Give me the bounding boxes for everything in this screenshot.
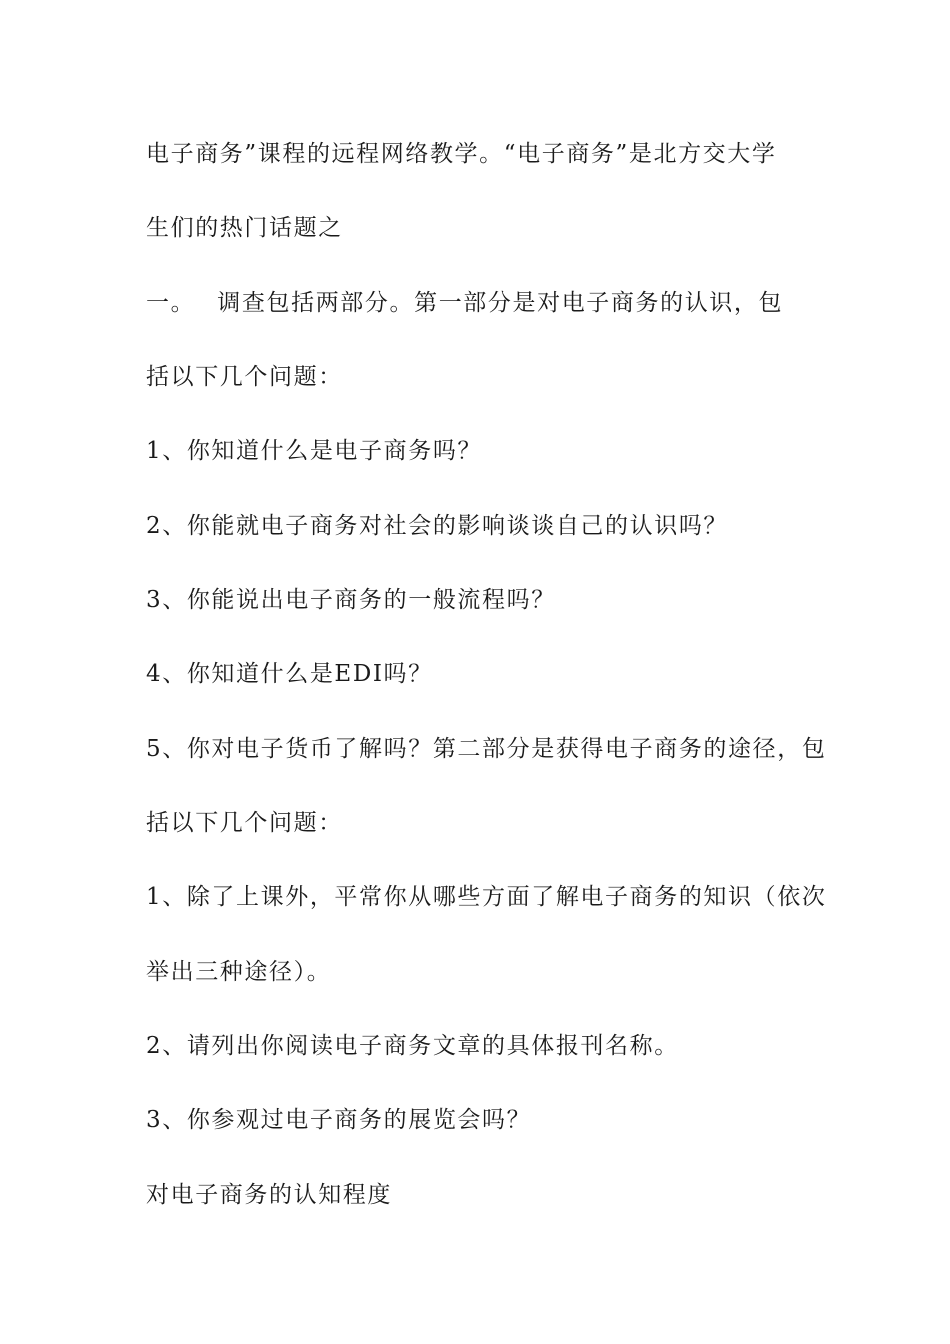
text-line: 一。 调查包括两部分。第一部分是对电子商务的认识，包: [146, 290, 784, 316]
text-line: 括以下几个问题：: [146, 810, 343, 836]
text-line: 1、除了上课外，平常你从哪些方面了解电子商务的知识（依次: [146, 884, 827, 910]
text-line: 括以下几个问题：: [146, 364, 343, 390]
text-line: 2、你能就电子商务对社会的影响谈谈自己的认识吗？: [146, 513, 729, 539]
text-line: 对电子商务的认知程度: [146, 1182, 392, 1208]
text-line: 举出三种途径）。: [146, 959, 332, 985]
text-line: 生们的热门话题之: [146, 215, 343, 241]
text-line: 电子商务”课程的远程网络教学。“电子商务”是北方交大学: [146, 141, 777, 167]
text-line: 3、你能说出电子商务的一般流程吗？: [146, 587, 556, 613]
text-line: 5、你对电子货币了解吗？第二部分是获得电子商务的途径，包: [146, 736, 827, 762]
text-line: 1、你知道什么是电子商务吗？: [146, 438, 483, 464]
text-line: 3、你参观过电子商务的展览会吗？: [146, 1107, 532, 1133]
text-line: 2、请列出你阅读电子商务文章的具体报刊名称。: [146, 1033, 679, 1059]
text-line: 4、你知道什么是EDI吗？: [146, 661, 433, 687]
